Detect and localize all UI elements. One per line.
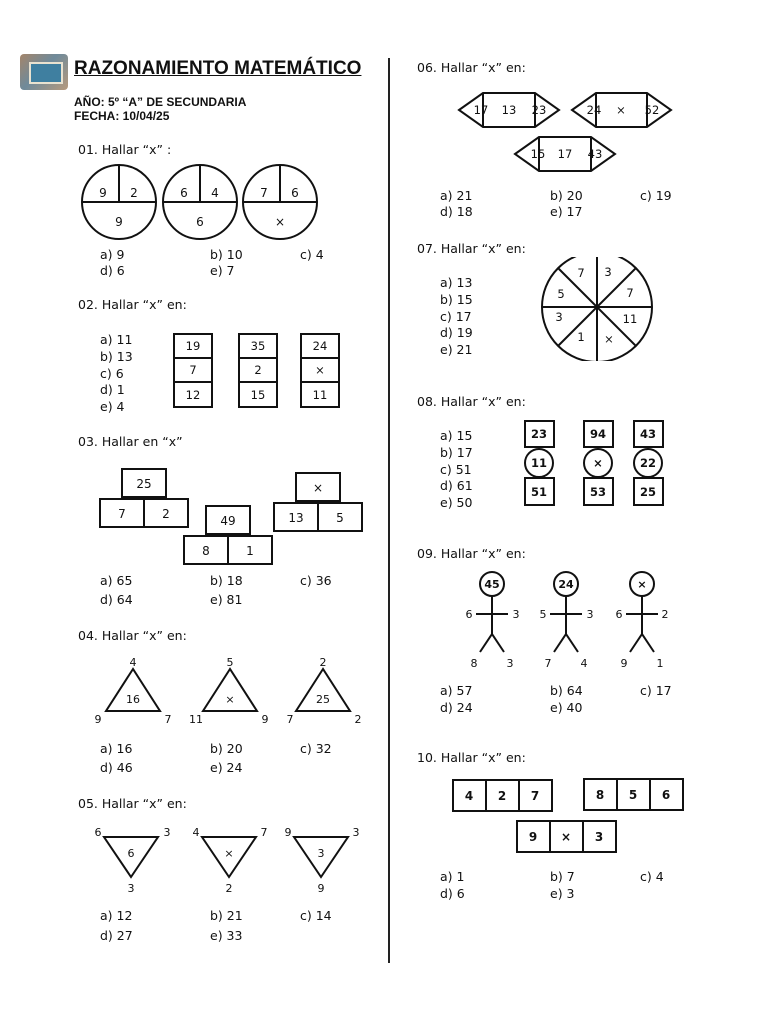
q5-t3-center: 3 [317, 847, 325, 860]
q9-f3-left-foot: 9 [620, 657, 628, 670]
q7-seg-4: × [604, 332, 614, 346]
q6-h1-right: 23 [531, 103, 547, 117]
q8-s3-bot: 25 [639, 485, 657, 499]
q4-t2-top: 5 [226, 656, 234, 669]
column-divider [388, 58, 390, 963]
q7-opt-b[interactable]: b) 15 [440, 291, 473, 307]
q8-opt-b[interactable]: b) 17 [440, 444, 473, 460]
q3-g3-top: × [312, 481, 324, 495]
q2-opt-e[interactable]: e) 4 [100, 399, 125, 415]
q8-prompt: 08. Hallar “x” en: [417, 394, 526, 409]
q9-opt-e[interactable]: e) 40 [550, 700, 583, 715]
q1-c2-b: 6 [196, 215, 204, 229]
q5-t3-tl: 9 [284, 826, 292, 839]
q7-seg-6: 3 [555, 310, 563, 324]
q7-opt-c[interactable]: c) 17 [440, 308, 472, 324]
q6-hexagons [455, 88, 685, 178]
q7-seg-8: 7 [577, 266, 585, 280]
q9-f2-right-foot: 4 [580, 657, 588, 670]
q2-col1-top: 19 [185, 339, 201, 353]
q8-s3-mid: 22 [639, 456, 657, 470]
q10-r1-c1: 4 [464, 789, 474, 803]
q4-t1-right: 7 [164, 713, 172, 726]
q5-t1-tr: 3 [163, 826, 171, 839]
q7-seg-3: 11 [622, 312, 638, 326]
q10-r2-c2: 5 [628, 788, 638, 802]
q7-wheel [540, 257, 655, 361]
q3-g3-left: 13 [288, 511, 304, 525]
q8-opt-a[interactable]: a) 15 [440, 428, 473, 443]
q6-opt-c[interactable]: c) 19 [640, 188, 672, 203]
q7-seg-7: 5 [557, 287, 565, 301]
q4-opt-b[interactable]: b) 20 [210, 741, 243, 756]
q9-f3-right-hand: 2 [661, 608, 669, 621]
q5-opt-d[interactable]: d) 27 [100, 928, 133, 943]
q2-opt-d[interactable]: d) 1 [100, 382, 125, 398]
q2-col1-mid: 7 [189, 363, 197, 377]
q10-r1-c2: 2 [497, 789, 507, 803]
q6-h2-left: 24 [586, 103, 602, 117]
q6-opt-e[interactable]: e) 17 [550, 204, 583, 219]
q5-t3-tr: 3 [352, 826, 360, 839]
q5-t2-tl: 4 [192, 826, 200, 839]
q1-c1-tr: 2 [130, 186, 138, 200]
q8-s2-mid: × [593, 456, 603, 470]
q4-opt-c[interactable]: c) 32 [300, 741, 332, 756]
q9-f1-left-hand: 6 [465, 608, 473, 621]
q8-s1-bot: 51 [530, 485, 548, 499]
q4-t1-top: 4 [129, 656, 137, 669]
q9-f3-right-foot: 1 [656, 657, 664, 670]
q3-g1-right: 2 [162, 507, 170, 521]
q6-h3-left: 15 [530, 147, 546, 161]
q9-f1-left-foot: 8 [470, 657, 478, 670]
q8-opt-e[interactable]: e) 50 [440, 495, 473, 511]
q10-opt-c[interactable]: c) 4 [640, 869, 664, 884]
q7-opt-d[interactable]: d) 19 [440, 325, 473, 341]
q2-col3-bot: 11 [312, 388, 328, 402]
q7-options [440, 275, 473, 359]
q8-s3-top: 43 [639, 427, 657, 441]
q1-c2-tl: 6 [180, 186, 188, 200]
q1-c3-tl: 7 [260, 186, 268, 200]
q2-opt-b[interactable]: b) 13 [100, 348, 133, 364]
q6-opt-a[interactable]: a) 21 [440, 188, 473, 203]
q6-h1-mid: 13 [501, 103, 517, 117]
q10-r2-c3: 6 [661, 788, 671, 802]
q4-t3-center: 25 [316, 693, 330, 706]
q9-f2-left-hand: 5 [539, 608, 547, 621]
q9-f3-left-hand: 6 [615, 608, 623, 621]
q1-c1-b: 9 [115, 215, 123, 229]
q3-opt-c[interactable]: c) 36 [300, 573, 332, 588]
q1-c3-tr: 6 [291, 186, 299, 200]
q6-h3-mid: 17 [557, 147, 573, 161]
q4-t1-left: 9 [94, 713, 102, 726]
q7-opt-e[interactable]: e) 21 [440, 342, 473, 358]
q3-g2-left: 8 [202, 544, 210, 558]
q10-prompt: 10. Hallar “x” en: [417, 750, 526, 765]
q2-opt-c[interactable]: c) 6 [100, 365, 124, 381]
school-logo [20, 54, 68, 90]
q5-t1-tl: 6 [94, 826, 102, 839]
q5-t3-bottom: 9 [317, 882, 325, 895]
q6-h2-right: 52 [644, 103, 660, 117]
q9-opt-b[interactable]: b) 64 [550, 683, 583, 698]
q9-f1-head: 45 [484, 578, 500, 591]
q4-t2-left: 11 [189, 713, 203, 726]
q3-g1-top: 25 [136, 477, 152, 491]
q8-s2-bot: 53 [589, 485, 607, 499]
q9-opt-a[interactable]: a) 57 [440, 683, 473, 698]
q8-opt-d[interactable]: d) 61 [440, 478, 473, 494]
q9-f2-head: 24 [558, 578, 574, 591]
q1-c2-tr: 4 [211, 186, 219, 200]
q9-prompt: 09. Hallar “x” en: [417, 546, 526, 561]
q7-prompt: 07. Hallar “x” en: [417, 241, 526, 256]
q4-opt-e[interactable]: e) 24 [210, 760, 243, 775]
q4-triangles [88, 655, 378, 730]
q4-t2-center: × [225, 693, 235, 706]
q9-f1-right-foot: 3 [506, 657, 514, 670]
q10-r2-c1: 8 [595, 788, 605, 802]
q4-t1-center: 16 [126, 693, 140, 706]
q9-figures [462, 570, 677, 672]
q2-opt-a[interactable]: a) 11 [100, 332, 133, 347]
q3-opt-a[interactable]: a) 65 [100, 573, 133, 588]
q10-opt-b[interactable]: b) 7 [550, 869, 575, 884]
q10-r3-c3: 3 [594, 830, 604, 844]
q8-stacks [520, 418, 670, 510]
q8-s1-mid: 11 [530, 456, 548, 470]
date-label: FECHA: 10/04/25 [74, 109, 170, 123]
q5-opt-b[interactable]: b) 21 [210, 908, 243, 923]
q3-g1-left: 7 [118, 507, 126, 521]
q3-g2-right: 1 [246, 544, 254, 558]
q10-opt-e[interactable]: e) 3 [550, 886, 575, 901]
q9-opt-d[interactable]: d) 24 [440, 700, 473, 715]
q5-opt-c[interactable]: c) 14 [300, 908, 332, 923]
q4-t3-right: 2 [354, 713, 362, 726]
q4-t2-right: 9 [261, 713, 269, 726]
q3-opt-d[interactable]: d) 64 [100, 592, 133, 607]
q8-options [440, 428, 473, 512]
q7-seg-2: 7 [626, 286, 634, 300]
q4-prompt: 04. Hallar “x” en: [78, 628, 187, 643]
q5-triangles [88, 822, 378, 897]
q2-col3-mid: × [315, 363, 325, 377]
q2-options [100, 332, 133, 416]
q4-opt-a[interactable]: a) 16 [100, 741, 133, 756]
q10-r3-c1: 9 [528, 830, 538, 844]
q1-opt-e[interactable]: e) 7 [210, 263, 235, 278]
q5-t2-tr: 7 [260, 826, 268, 839]
q8-s1-top: 23 [530, 427, 548, 441]
q3-g3-right: 5 [336, 511, 344, 525]
q7-seg-1: 3 [604, 265, 612, 279]
q6-opt-b[interactable]: b) 20 [550, 188, 583, 203]
q9-f2-right-hand: 3 [586, 608, 594, 621]
q10-opt-d[interactable]: d) 6 [440, 886, 465, 901]
q2-col1-bot: 12 [185, 388, 201, 402]
q9-f2-left-foot: 7 [544, 657, 552, 670]
q1-opt-a[interactable]: a) 9 [100, 247, 125, 262]
q3-opt-e[interactable]: e) 81 [210, 592, 243, 607]
q3-blocks [96, 466, 366, 566]
q9-opt-c[interactable]: c) 17 [640, 683, 672, 698]
q1-opt-b[interactable]: b) 10 [210, 247, 243, 262]
q1-c3-b: × [274, 215, 286, 229]
q7-seg-5: 1 [577, 330, 585, 344]
q2-col2-bot: 15 [250, 388, 266, 402]
q5-t1-center: 6 [127, 847, 135, 860]
q10-r1-c3: 7 [530, 789, 540, 803]
q10-rows [450, 775, 690, 857]
q5-opt-a[interactable]: a) 12 [100, 908, 133, 923]
q1-prompt: 01. Hallar “x” : [78, 142, 172, 157]
q5-opt-e[interactable]: e) 33 [210, 928, 243, 943]
q2-col2-top: 35 [250, 339, 266, 353]
year-label: AÑO: 5º “A” DE SECUNDARIA [74, 95, 247, 109]
q4-t3-left: 7 [286, 713, 294, 726]
q6-h3-right: 43 [587, 147, 603, 161]
q6-h1-left: 17 [473, 103, 489, 117]
q3-opt-b[interactable]: b) 18 [210, 573, 243, 588]
q2-prompt: 02. Hallar “x” en: [78, 297, 187, 312]
q6-h2-mid: × [616, 103, 626, 117]
q9-f3-head: × [637, 578, 647, 591]
q2-col2-mid: 2 [254, 363, 262, 377]
q4-t3-top: 2 [319, 656, 327, 669]
q5-t2-bottom: 2 [225, 882, 233, 895]
q1-c1-tl: 9 [99, 186, 107, 200]
q3-g2-top: 49 [220, 514, 236, 528]
q1-opt-c[interactable]: c) 4 [300, 247, 324, 262]
q6-prompt: 06. Hallar “x” en: [417, 60, 526, 75]
q2-col3-top: 24 [312, 339, 328, 353]
q3-prompt: 03. Hallar en “x” [78, 434, 183, 449]
q10-r3-c2: × [560, 830, 572, 844]
q7-opt-a[interactable]: a) 13 [440, 275, 473, 290]
q1-circles [78, 164, 328, 242]
q5-prompt: 05. Hallar “x” en: [78, 796, 187, 811]
q9-f1-right-hand: 3 [512, 608, 520, 621]
q5-t2-center: × [224, 847, 234, 860]
q4-opt-d[interactable]: d) 46 [100, 760, 133, 775]
q10-opt-a[interactable]: a) 1 [440, 869, 465, 884]
q8-s2-top: 94 [589, 427, 607, 441]
q1-opt-d[interactable]: d) 6 [100, 263, 125, 278]
q6-opt-d[interactable]: d) 18 [440, 204, 473, 219]
page-title: RAZONAMIENTO MATEMÁTICO [74, 58, 362, 79]
q2-columns [172, 332, 347, 410]
q5-t1-bottom: 3 [127, 882, 135, 895]
q8-opt-c[interactable]: c) 51 [440, 461, 472, 477]
